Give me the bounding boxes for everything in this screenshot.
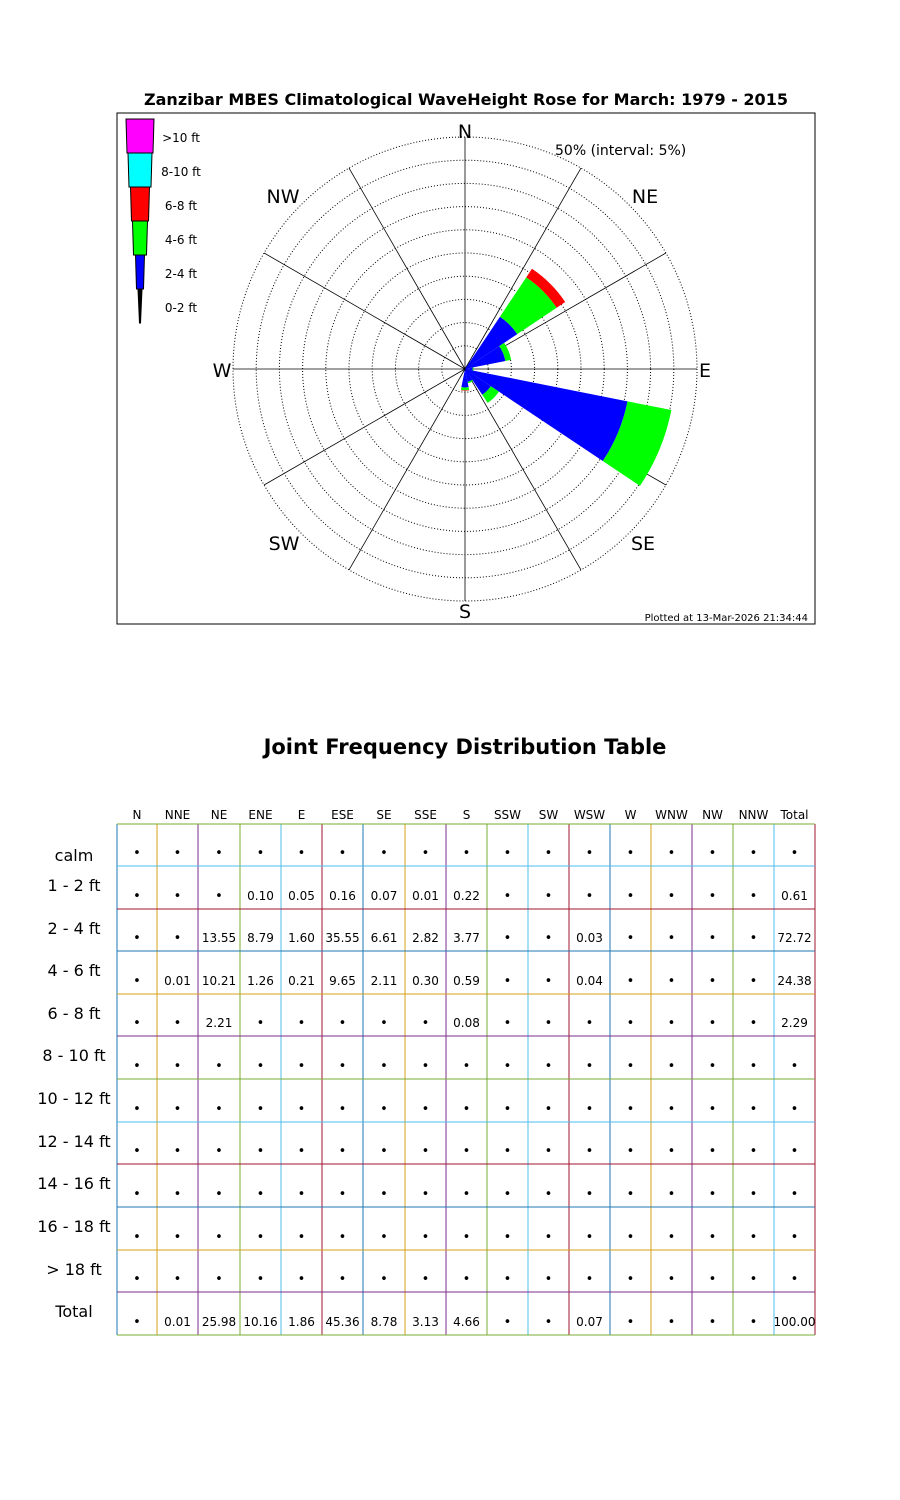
empty-cell-dot: •: [133, 889, 141, 904]
column-header: W: [624, 808, 637, 822]
table-cell: 0.22: [453, 889, 480, 903]
empty-cell-dot: •: [626, 1230, 635, 1245]
empty-cell-dot: •: [297, 1144, 306, 1159]
empty-cell-dot: •: [173, 1272, 182, 1287]
empty-cell-dot: •: [503, 1016, 512, 1031]
empty-cell-dot: •: [626, 974, 635, 989]
empty-cell-dot: •: [256, 1272, 265, 1287]
table-cell: 1.26: [247, 974, 274, 988]
empty-cell-dot: •: [790, 1102, 799, 1117]
empty-cell-dot: •: [421, 1144, 430, 1159]
empty-cell-dot: •: [749, 1102, 758, 1117]
empty-cell-dot: •: [544, 1102, 553, 1117]
empty-cell-dot: •: [338, 1016, 347, 1031]
legend-label: 2-4 ft: [164, 267, 198, 281]
empty-cell-dot: •: [297, 1272, 306, 1287]
empty-cell-dot: •: [749, 846, 758, 861]
table-cell: 25.98: [201, 1315, 237, 1329]
empty-cell-dot: •: [338, 846, 347, 861]
compass-label-nw: NW: [266, 186, 300, 208]
table-cell: 24.38: [777, 974, 812, 988]
empty-cell-dot: •: [133, 1187, 141, 1202]
empty-cell-dot: •: [297, 1230, 306, 1245]
row-label: 6 - 8 ft: [47, 1004, 101, 1023]
empty-cell-dot: •: [173, 1187, 182, 1202]
empty-cell-dot: •: [256, 1230, 265, 1245]
empty-cell-dot: •: [585, 846, 594, 861]
empty-cell-dot: •: [544, 1230, 553, 1245]
empty-cell-dot: •: [585, 889, 594, 904]
empty-cell-dot: •: [380, 846, 388, 861]
empty-cell-dot: •: [503, 931, 512, 946]
table-cell: 1.86: [288, 1315, 315, 1329]
table-cell: 0.07: [576, 1315, 603, 1329]
empty-cell-dot: •: [544, 1016, 553, 1031]
empty-cell-dot: •: [215, 1144, 223, 1159]
compass-label-ne: NE: [631, 186, 659, 208]
empty-cell-dot: •: [338, 1230, 347, 1245]
empty-cell-dot: •: [626, 1315, 635, 1330]
empty-cell-dot: •: [133, 1272, 141, 1287]
column-header: N: [132, 808, 142, 822]
empty-cell-dot: •: [421, 846, 430, 861]
empty-cell-dot: •: [173, 846, 182, 861]
empty-cell-dot: •: [503, 889, 512, 904]
empty-cell-dot: •: [626, 1187, 635, 1202]
empty-cell-dot: •: [790, 1230, 799, 1245]
empty-cell-dot: •: [462, 1272, 471, 1287]
compass-label-se: SE: [630, 533, 656, 555]
column-header: S: [462, 808, 471, 822]
empty-cell-dot: •: [544, 1059, 553, 1074]
empty-cell-dot: •: [421, 1230, 430, 1245]
empty-cell-dot: •: [790, 846, 799, 861]
empty-cell-dot: •: [790, 1187, 799, 1202]
empty-cell-dot: •: [215, 1059, 223, 1074]
column-header: SSW: [493, 808, 522, 822]
column-header: ENE: [248, 808, 273, 822]
empty-cell-dot: •: [173, 1059, 182, 1074]
empty-cell-dot: •: [626, 1016, 635, 1031]
empty-cell-dot: •: [585, 1059, 594, 1074]
empty-cell-dot: •: [256, 1059, 265, 1074]
empty-cell-dot: •: [708, 889, 717, 904]
empty-cell-dot: •: [749, 1059, 758, 1074]
table-cell: 1.60: [288, 931, 315, 945]
empty-cell-dot: •: [667, 846, 676, 861]
empty-cell-dot: •: [708, 1272, 717, 1287]
chart-title: Zanzibar MBES Climatological WaveHeight Rose for March: 1979 - 2015: [144, 90, 788, 109]
empty-cell-dot: •: [708, 1102, 717, 1117]
empty-cell-dot: •: [133, 1230, 141, 1245]
empty-cell-dot: •: [380, 1272, 388, 1287]
empty-cell-dot: •: [708, 931, 717, 946]
table-cell: 0.21: [288, 974, 315, 988]
empty-cell-dot: •: [173, 1144, 182, 1159]
compass-label-s: S: [458, 601, 472, 623]
empty-cell-dot: •: [215, 1187, 223, 1202]
empty-cell-dot: •: [585, 1144, 594, 1159]
empty-cell-dot: •: [256, 1016, 265, 1031]
row-label: 12 - 14 ft: [37, 1132, 111, 1151]
empty-cell-dot: •: [708, 1016, 717, 1031]
table-cell: 0.07: [370, 889, 398, 903]
row-label: 4 - 6 ft: [47, 961, 101, 980]
empty-cell-dot: •: [215, 1272, 223, 1287]
empty-cell-dot: •: [503, 1059, 512, 1074]
empty-cell-dot: •: [133, 1016, 141, 1031]
empty-cell-dot: •: [133, 974, 141, 989]
table-cell: 0.30: [412, 974, 439, 988]
table-cell: 72.72: [777, 931, 812, 945]
empty-cell-dot: •: [215, 1230, 223, 1245]
table-cell: 2.29: [781, 1016, 808, 1030]
empty-cell-dot: •: [133, 1102, 141, 1117]
row-label: calm: [54, 846, 94, 865]
legend-label: 6-8 ft: [164, 199, 198, 213]
empty-cell-dot: •: [133, 1059, 141, 1074]
empty-cell-dot: •: [503, 974, 512, 989]
empty-cell-dot: •: [503, 1102, 512, 1117]
table-cell: 4.66: [453, 1315, 480, 1329]
empty-cell-dot: •: [338, 1187, 347, 1202]
empty-cell-dot: •: [544, 1315, 553, 1330]
column-header: NE: [210, 808, 228, 822]
empty-cell-dot: •: [708, 1315, 717, 1330]
table-cell: 2.82: [412, 931, 439, 945]
empty-cell-dot: •: [462, 1144, 471, 1159]
empty-cell-dot: •: [503, 1315, 512, 1330]
empty-cell-dot: •: [544, 1187, 553, 1202]
row-label: 2 - 4 ft: [47, 919, 101, 938]
column-header: Total: [780, 808, 809, 822]
legend-label: 4-6 ft: [164, 233, 198, 247]
empty-cell-dot: •: [503, 1187, 512, 1202]
empty-cell-dot: •: [667, 1230, 676, 1245]
table-cell: 3.77: [453, 931, 480, 945]
empty-cell-dot: •: [338, 1059, 347, 1074]
empty-cell-dot: •: [215, 846, 223, 861]
column-header: ESE: [331, 808, 354, 822]
empty-cell-dot: •: [380, 1059, 388, 1074]
table-cell: 0.05: [288, 889, 315, 903]
empty-cell-dot: •: [626, 846, 635, 861]
legend-label: 8-10 ft: [161, 165, 201, 179]
table-cell: 6.61: [370, 931, 398, 945]
empty-cell-dot: •: [544, 846, 553, 861]
table-cell: 0.16: [329, 889, 356, 903]
column-header: SSE: [414, 808, 437, 822]
empty-cell-dot: •: [667, 1272, 676, 1287]
column-header: WSW: [573, 808, 606, 822]
empty-cell-dot: •: [380, 1230, 388, 1245]
empty-cell-dot: •: [297, 1102, 306, 1117]
empty-cell-dot: •: [462, 1102, 471, 1117]
empty-cell-dot: •: [585, 1230, 594, 1245]
empty-cell-dot: •: [256, 1187, 265, 1202]
empty-cell-dot: •: [462, 846, 471, 861]
empty-cell-dot: •: [297, 1187, 306, 1202]
empty-cell-dot: •: [173, 1016, 182, 1031]
empty-cell-dot: •: [749, 974, 758, 989]
empty-cell-dot: •: [585, 1016, 594, 1031]
empty-cell-dot: •: [790, 1272, 799, 1287]
empty-cell-dot: •: [749, 1230, 758, 1245]
empty-cell-dot: •: [667, 1016, 676, 1031]
empty-cell-dot: •: [585, 1272, 594, 1287]
empty-cell-dot: •: [749, 1144, 758, 1159]
row-label: 16 - 18 ft: [37, 1217, 111, 1236]
empty-cell-dot: •: [667, 1102, 676, 1117]
table-cell: 100.00: [773, 1315, 816, 1329]
table-cell: 0.01: [164, 1315, 191, 1329]
legend-label: 0-2 ft: [164, 301, 198, 315]
empty-cell-dot: •: [749, 931, 758, 946]
empty-cell-dot: •: [749, 1187, 758, 1202]
table-cell: 13.55: [201, 931, 237, 945]
empty-cell-dot: •: [421, 1272, 430, 1287]
empty-cell-dot: •: [667, 931, 676, 946]
plotted-timestamp: Plotted at 13-Mar-2026 21:34:44: [644, 613, 808, 624]
empty-cell-dot: •: [667, 1144, 676, 1159]
empty-cell-dot: •: [297, 1016, 306, 1031]
empty-cell-dot: •: [790, 1144, 799, 1159]
empty-cell-dot: •: [667, 1059, 676, 1074]
empty-cell-dot: •: [380, 1016, 388, 1031]
column-header: NW: [702, 808, 723, 822]
row-label: 14 - 16 ft: [37, 1174, 111, 1193]
table-cell: 0.01: [164, 974, 191, 988]
compass-label-e: E: [698, 360, 712, 382]
empty-cell-dot: •: [749, 1272, 758, 1287]
empty-cell-dot: •: [173, 1102, 182, 1117]
empty-cell-dot: •: [380, 1144, 388, 1159]
empty-cell-dot: •: [338, 1102, 347, 1117]
table-cell: 2.11: [370, 974, 398, 988]
column-header: NNW: [738, 808, 769, 822]
empty-cell-dot: •: [585, 1102, 594, 1117]
compass-label-n: N: [457, 121, 473, 143]
empty-cell-dot: •: [626, 1102, 635, 1117]
empty-cell-dot: •: [338, 1144, 347, 1159]
empty-cell-dot: •: [585, 1187, 594, 1202]
column-header: NNE: [164, 808, 191, 822]
table-cell: 3.13: [412, 1315, 439, 1329]
empty-cell-dot: •: [503, 1230, 512, 1245]
column-header: E: [297, 808, 306, 822]
empty-cell-dot: •: [256, 846, 265, 861]
empty-cell-dot: •: [626, 931, 635, 946]
empty-cell-dot: •: [133, 846, 141, 861]
empty-cell-dot: •: [421, 1102, 430, 1117]
empty-cell-dot: •: [503, 1272, 512, 1287]
empty-cell-dot: •: [667, 1187, 676, 1202]
table-cell: 0.04: [576, 974, 603, 988]
compass-label-w: W: [212, 360, 232, 382]
empty-cell-dot: •: [544, 974, 553, 989]
empty-cell-dot: •: [421, 1059, 430, 1074]
empty-cell-dot: •: [626, 1272, 635, 1287]
empty-cell-dot: •: [215, 889, 223, 904]
empty-cell-dot: •: [173, 1230, 182, 1245]
empty-cell-dot: •: [667, 974, 676, 989]
table-title: Joint Frequency Distribution Table: [263, 735, 667, 759]
empty-cell-dot: •: [421, 1016, 430, 1031]
column-header: SE: [376, 808, 392, 822]
empty-cell-dot: •: [708, 1187, 717, 1202]
empty-cell-dot: •: [380, 1187, 388, 1202]
table-cell: 8.79: [247, 931, 274, 945]
empty-cell-dot: •: [380, 1102, 388, 1117]
empty-cell-dot: •: [256, 1102, 265, 1117]
empty-cell-dot: •: [708, 1230, 717, 1245]
empty-cell-dot: •: [421, 1187, 430, 1202]
empty-cell-dot: •: [462, 1187, 471, 1202]
table-cell: 10.16: [243, 1315, 278, 1329]
table-cell: 10.21: [201, 974, 237, 988]
legend-label: >10 ft: [162, 131, 200, 145]
table-cell: 9.65: [329, 974, 356, 988]
empty-cell-dot: •: [133, 931, 141, 946]
empty-cell-dot: •: [708, 1059, 717, 1074]
empty-cell-dot: •: [708, 1144, 717, 1159]
empty-cell-dot: •: [503, 1144, 512, 1159]
table-cell: 0.10: [247, 889, 274, 903]
empty-cell-dot: •: [626, 889, 635, 904]
empty-cell-dot: •: [626, 1144, 635, 1159]
empty-cell-dot: •: [133, 1315, 141, 1330]
empty-cell-dot: •: [297, 1059, 306, 1074]
column-header: WNW: [655, 808, 688, 822]
empty-cell-dot: •: [256, 1144, 265, 1159]
empty-cell-dot: •: [749, 1315, 758, 1330]
empty-cell-dot: •: [667, 889, 676, 904]
table-cell: 0.03: [576, 931, 603, 945]
table-cell: 35.55: [325, 931, 360, 945]
empty-cell-dot: •: [338, 1272, 347, 1287]
empty-cell-dot: •: [544, 1144, 553, 1159]
table-cell: 2.21: [205, 1016, 233, 1030]
empty-cell-dot: •: [503, 846, 512, 861]
table-cell: 8.78: [370, 1315, 398, 1329]
table-cell: 0.59: [453, 974, 480, 988]
empty-cell-dot: •: [749, 1016, 758, 1031]
row-label: > 18 ft: [46, 1260, 102, 1279]
empty-cell-dot: •: [173, 931, 182, 946]
empty-cell-dot: •: [667, 1315, 676, 1330]
row-label: Total: [55, 1302, 93, 1321]
empty-cell-dot: •: [544, 931, 553, 946]
compass-label-sw: SW: [268, 533, 300, 555]
row-label: 8 - 10 ft: [42, 1046, 106, 1065]
empty-cell-dot: •: [749, 889, 758, 904]
empty-cell-dot: •: [215, 1102, 223, 1117]
table-cell: 45.36: [325, 1315, 360, 1329]
empty-cell-dot: •: [544, 1272, 553, 1287]
empty-cell-dot: •: [544, 889, 553, 904]
table-cell: 0.08: [453, 1016, 480, 1030]
empty-cell-dot: •: [626, 1059, 635, 1074]
empty-cell-dot: •: [790, 1059, 799, 1074]
table-cell: 0.61: [781, 889, 808, 903]
empty-cell-dot: •: [708, 846, 717, 861]
empty-cell-dot: •: [708, 974, 717, 989]
ring-scale-label: 50% (interval: 5%): [555, 143, 687, 159]
empty-cell-dot: •: [297, 846, 306, 861]
row-label: 10 - 12 ft: [37, 1089, 111, 1108]
row-label: 1 - 2 ft: [47, 876, 101, 895]
empty-cell-dot: •: [133, 1144, 141, 1159]
empty-cell-dot: •: [173, 889, 182, 904]
empty-cell-dot: •: [462, 1230, 471, 1245]
table-cell: 0.01: [412, 889, 439, 903]
empty-cell-dot: •: [462, 1059, 471, 1074]
column-header: SW: [538, 808, 559, 822]
